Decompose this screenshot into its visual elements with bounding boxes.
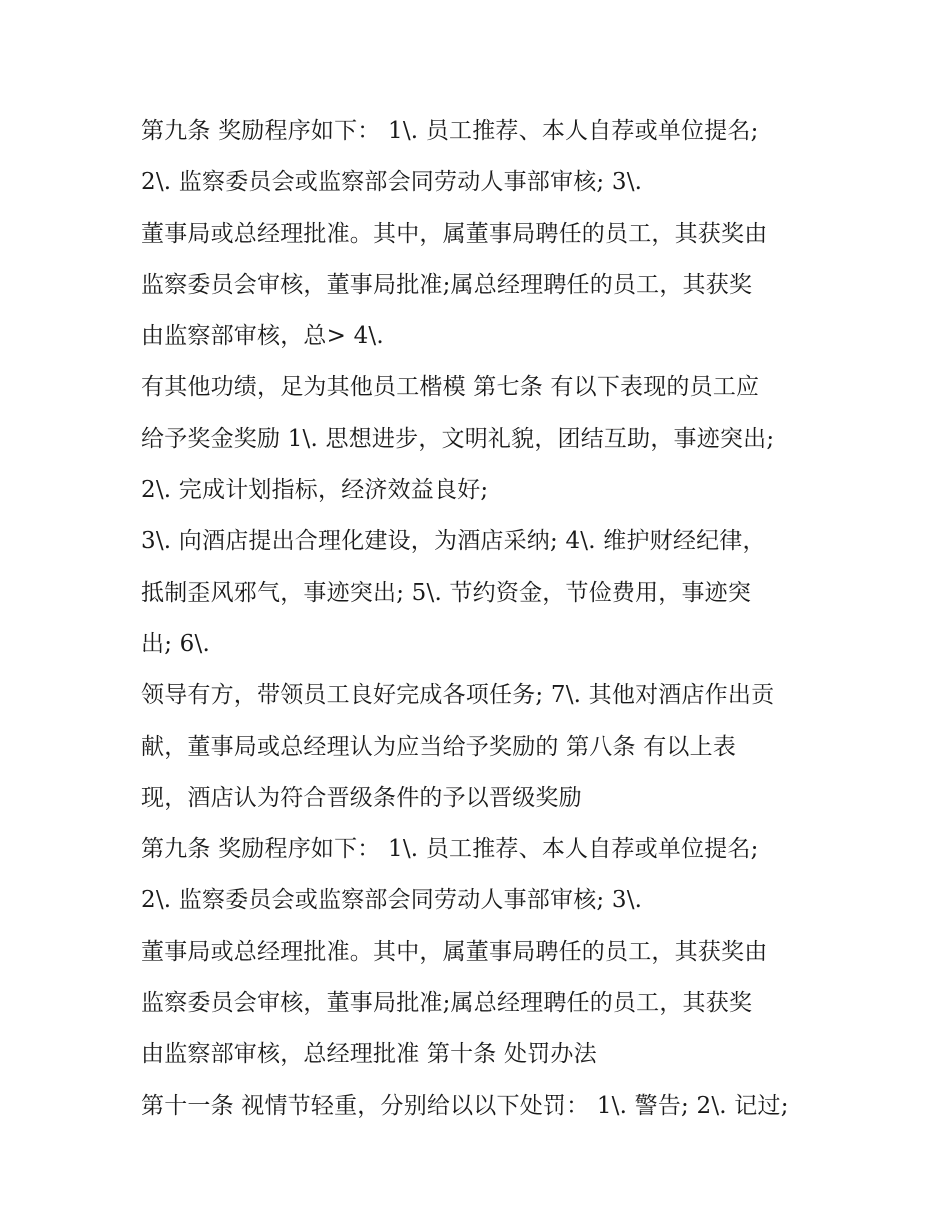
text-line: 由监察部审核，总经理批准 第十条 处罚办法 xyxy=(141,1041,597,1068)
text-line: 第九条 奖励程序如下： 1\. 员工推荐、本人自荐或单位提名; xyxy=(141,836,759,863)
text-line: 给予奖金奖励 1\. 思想进步，文明礼貌，团结互助，事迹突出; xyxy=(141,425,775,452)
text-line: 监察委员会审核，董事局批准;属总经理聘任的员工，其获奖 xyxy=(141,271,753,298)
text-line: 第十一条 视情节轻重，分别给以以下处罚： 1\. 警告; 2\. 记过; xyxy=(141,1092,789,1119)
text-line: 献，董事局或总经理认为应当给予奖励的 第八条 有以上表 xyxy=(141,733,737,760)
text-line: 第九条 奖励程序如下： 1\. 员工推荐、本人自荐或单位提名; xyxy=(141,118,759,144)
document-body xyxy=(141,106,821,1132)
text-line: 董事局或总经理批准。其中，属董事局聘任的员工，其获奖由 xyxy=(141,938,768,965)
text-line: 有其他功绩，足为其他员工楷模 第七条 有以下表现的员工应 xyxy=(141,374,760,401)
text-line: 3\. 向酒店提出合理化建设，为酒店采纳; 4\. 维护财经纪律， xyxy=(141,528,766,555)
text-line: 出; 6\. xyxy=(141,630,210,657)
text-line: 领导有方，带领员工良好完成各项任务; 7\. 其他对酒店作出贡 xyxy=(141,682,775,709)
text-line: 抵制歪风邪气，事迹突出; 5\. 节约资金，节俭费用，事迹突 xyxy=(141,579,752,606)
text-line: 监察委员会审核，董事局批准;属总经理聘任的员工，其获奖 xyxy=(141,990,753,1017)
text-line: 2\. 监察委员会或监察部会同劳动人事部审核; 3\. xyxy=(141,169,643,196)
text-line: 由监察部审核，总> 4\. xyxy=(141,323,384,350)
text-line: 董事局或总经理批准。其中，属董事局聘任的员工，其获奖由 xyxy=(141,220,768,247)
text-line: 2\. 监察委员会或监察部会同劳动人事部审核; 3\. xyxy=(141,887,643,914)
text-line: 现，酒店认为符合晋级条件的予以晋级奖励 xyxy=(141,784,582,811)
text-line: 2\. 完成计划指标，经济效益良好; xyxy=(141,477,489,504)
